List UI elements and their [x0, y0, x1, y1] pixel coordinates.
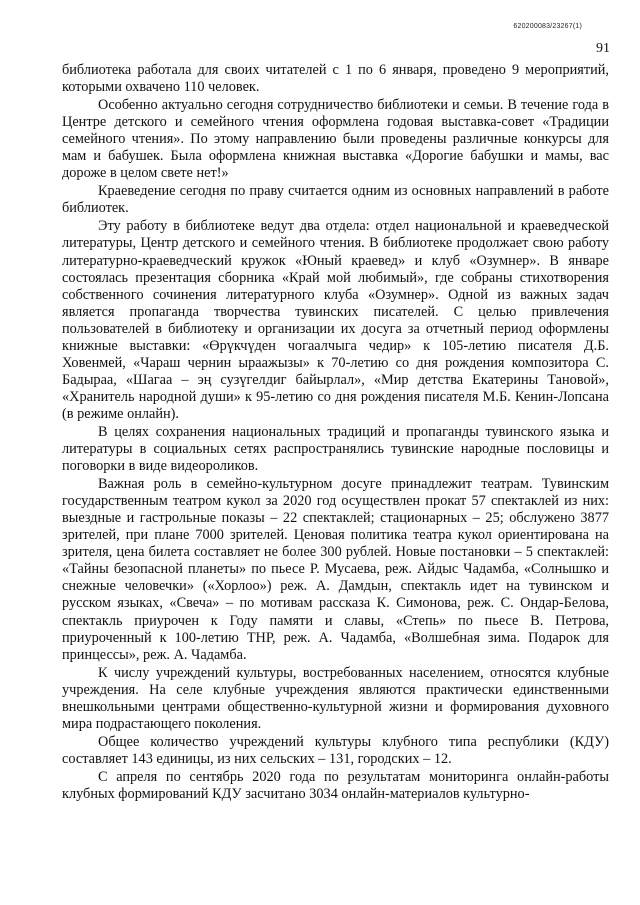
- document-id: 620200083/23267(1): [513, 23, 582, 30]
- paragraph-online-monitoring: С апреля по сентябрь 2020 года по результатам мониторинга онлайн-работы клубных формирований КДУ засчитано 3034 онлайн-материалов культурно-: [62, 768, 609, 802]
- paragraph-family-cooperation: Особенно актуально сегодня сотрудничество библиотеки и семьи. В течение года в Центре детского и семейного чтения оформлена годовая выставка-совет «Традиции семейного чтения». По этому направлению были проведены различные конкурсы для мам и бабушек. Была оформлена книжная выставка «Дорогие бабушки и мамы, вас дороже в целом свете нет!»: [62, 97, 609, 182]
- paragraph-club-count: Общее количество учреждений культуры клубного типа республики (КДУ) составляет 143 единицы, из них сельских – 131, городских – 12.: [62, 733, 609, 767]
- page-number: 91: [596, 41, 610, 56]
- paragraph-traditions: В целях сохранения национальных традиций и пропаганды тувинского языка и литературы в социальных сетях распространялись тувинские народные пословицы и поговорки в виде видеороликов.: [62, 423, 609, 475]
- paragraph-departments: Эту работу в библиотеке ведут два отдела: отдел национальной и краеведческой литературы, Центр детского и семейного чтения. В библиотеке продолжает свою работу литературно-краеведческий кружок «Юный краевед» и клуб «Озумнер». В январе состоялась презентация сборника «Край мой любимый», где собраны стихотворения собственного сочинения литературного клуба «Озумнер». Одной из важных задач является пропаганда творчества тувинских писателей. С целью привлечения пользователей в библиотеку и организации их досуга за отчетный период оформлены книжные выставки: «Өрүкчүден чогаалчыга чедир» к 105-летию писателя Д.Б. Ховенмей, «Чараш чернин ыраажызы» к 70-летию со дня рождения композитора С. Бадыраа, «Шагаа – эң сузүгелдиг байырлал», «Мир детства Екатерины Тановой», «Хранитель народной души» к 95-летию со дня рождения писателя М.Б. Кенин-Лопсана (в режиме онлайн).: [62, 218, 609, 422]
- paragraph-continuation: библиотека работала для своих читателей с 1 по 6 января, проведено 9 мероприятий, которыми охвачено 110 человек.: [62, 62, 609, 96]
- body-text: [62, 62, 609, 804]
- paragraph-theatres: Важная роль в семейно-культурном досуге принадлежит театрам. Тувинским государственным театром кукол за 2020 год осуществлен прокат 57 спектаклей из них: выездные и гастрольные показы – 22 спектаклей; стационарных – 25; обслужено 3877 зрителей, при плане 7000 зрителей. Ценовая политика театра кукол ориентирована на зрителя, цена билета составляет не более 300 рублей. Новые постановки – 5 спектаклей: «Тайны безопасной планеты» по пьесе Р. Мусаева, реж. Айдыс Чадамба, «Солнышко и снежные человечки» («Хорлоо») реж. А. Дамдын, спектакль идет на тувинском и русском языках, «Свеча» – по мотивам рассказа К. Симонова, реж. С. Ондар-Белова, спектакль приурочен к Году памяти и славы, «Степь» по пьесе В. Петрова, приуроченный к 100-летию ТНР, реж. А. Чадамба, «Волшебная зима. Подарок для принцессы», реж. А. Чадамба.: [62, 476, 609, 663]
- paragraph-local-history: Краеведение сегодня по праву считается одним из основных направлений в работе библиотек.: [62, 183, 609, 217]
- paragraph-clubs: К числу учреждений культуры, востребованных населением, относятся клубные учреждения. На селе клубные учреждения являются практически единственными внешкольными центрами общественно-культурной жизни и формирования духовного мира подрастающего поколения.: [62, 664, 609, 732]
